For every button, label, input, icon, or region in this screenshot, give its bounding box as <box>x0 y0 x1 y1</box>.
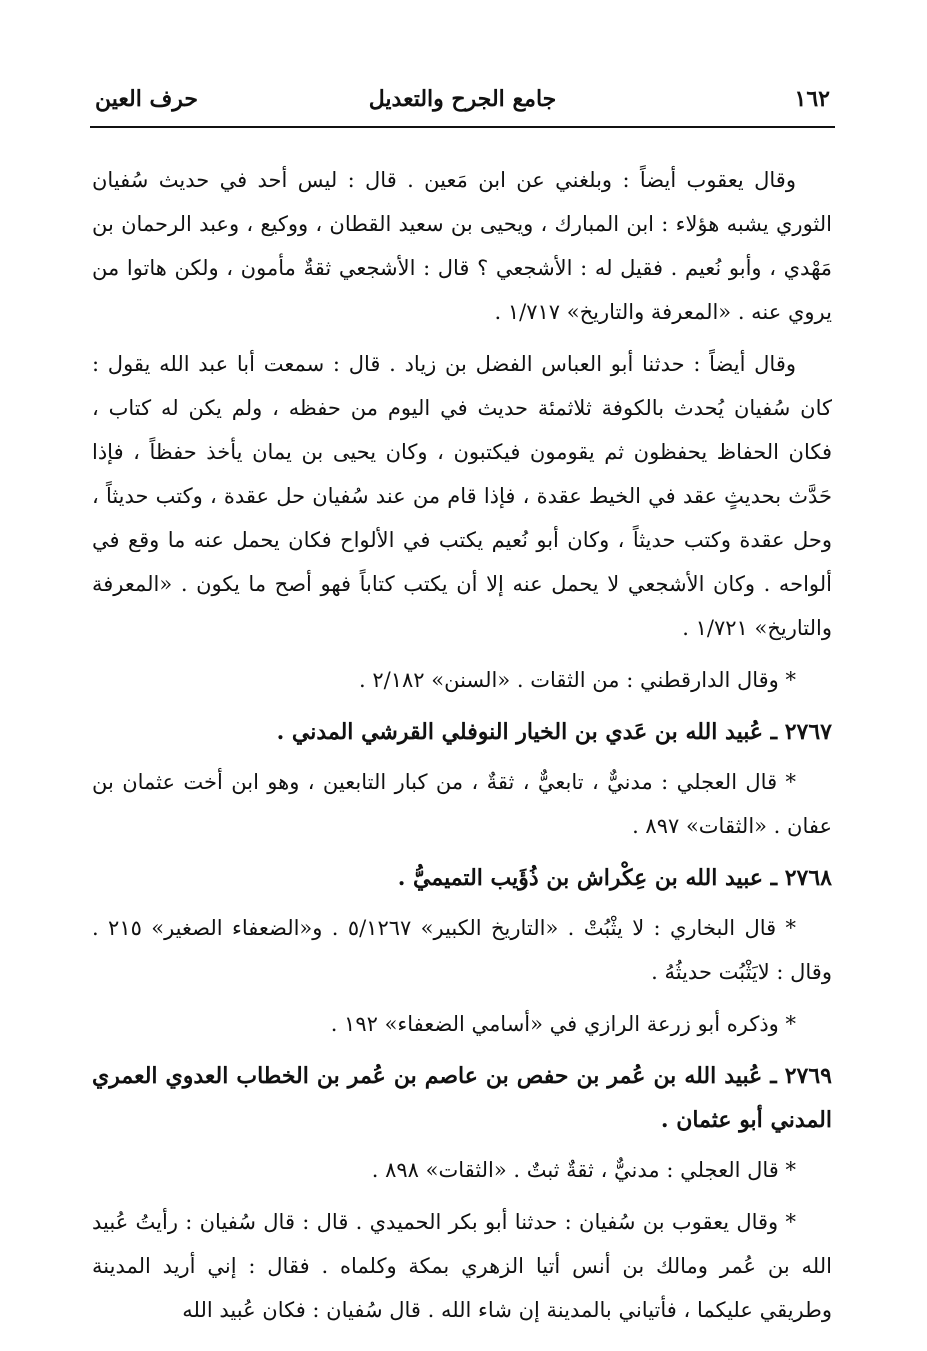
book-title: جامع الجرح والتعديل <box>368 86 557 112</box>
paragraph-abu-zura-2768: * وذكره أبو زرعة الرازي في «أسامي الضعفاء» ١٩٢ . <box>330 1012 796 1036</box>
entry-heading-2767: ٢٧٦٧ ـ عُبيد الله بن عَدي بن الخيار النوفلي القرشي المدني . <box>276 719 832 745</box>
page-header <box>95 86 830 126</box>
paragraph-yaqub-1: وقال يعقوب أيضاً : وبلغني عن ابن مَعين . قال : ليس أحد في حديث سُفيان الثوري يشبه هؤلاء : ابن المبارك ، ويحيى بن سعيد القطان ، ووكيع ، وعبد الرحمان بن مَهْدي ، وأبو نُعيم . فقيل له : الأشجعي ؟ قال : الأشجعي ثقةٌ مأمون ، ولكن هاتوا من يروي عنه . «المعرفة والتاريخ» ١/٧١٧ . <box>92 168 832 324</box>
entry-heading-2768: ٢٧٦٨ ـ عبيد الله بن عِكْراش بن ذُؤَيب التميميُّ . <box>397 865 832 891</box>
section-title: حرف العين <box>95 86 199 112</box>
paragraph-bukhari-2768: * قال البخاري : لا يثْبُتْ . «التاريخ الكبير» ٥/١٢٦٧ . و«الضعفاء الصغير» ٢١٥ . وقال : لايَثْبُت حديثُهُ . <box>92 916 832 984</box>
page-body <box>92 158 832 1340</box>
header-rule <box>90 126 835 128</box>
paragraph-ijli-2769: * قال العجلي : مدنيٌّ ، ثقةٌ ثبتٌ . «الثقات» ٨٩٨ . <box>371 1158 796 1182</box>
paragraph-daraqutni: * وقال الدارقطني : من الثقات . «السنن» ٢/١٨٢ . <box>359 668 796 692</box>
paragraph-yaqub-2769: * وقال يعقوب بن سُفيان : حدثنا أبو بكر الحميدي . قال : قال سُفيان : رأيتُ عُبيد الله بن عُمر ومالك بن أنس أتيا الزهري بمكة وكلماه . فقال : إني أريد المدينة وطريقي عليكما ، فأتياني بالمدينة إن شاء الله . قال سُفيان : فكان عُبيد الله <box>92 1210 832 1322</box>
page-number: ١٦٢ <box>794 86 830 112</box>
paragraph-ijli-2767: * قال العجلي : مدنيٌّ ، تابعيٌّ ، ثقةٌ ، من كبار التابعين ، وهو ابن أخت عثمان بن عفان . «الثقات» ٨٩٧ . <box>92 770 832 838</box>
paragraph-yaqub-2: وقال أيضاً : حدثنا أبو العباس الفضل بن زياد . قال : سمعت أبا عبد الله يقول : كان سُفيان يُحدث بالكوفة ثلاثمئة حديث في اليوم من حفظه ، ولم يكن له كتاب ، فكان الحفاظ يحفظون ثم يقومون فيكتبون ، وكان يحيى بن يمان يأخذ حفظاً ، فإذا حَدَّث بحديثٍ عقد في الخيط عقدة ، فإذا قام من عند سُفيان حل عقدة ، وكتب حديثاً ، وحل عقدة وكتب حديثاً ، وكان أبو نُعيم يكتب في الألواح فكان يحمل عنه ما وقع في ألواحه . وكان الأشجعي لا يحمل عنه إلا أن يكتب كتاباً فهو أصح ما يكون . «المعرفة والتاريخ» ١/٧٢١ . <box>92 352 832 640</box>
entry-heading-2769: ٢٧٦٩ ـ عُبيد الله بن عُمر بن حفص بن عاصم بن عُمر بن الخطاب العدوي العمري المدني أبو عثمان . <box>92 1063 832 1133</box>
